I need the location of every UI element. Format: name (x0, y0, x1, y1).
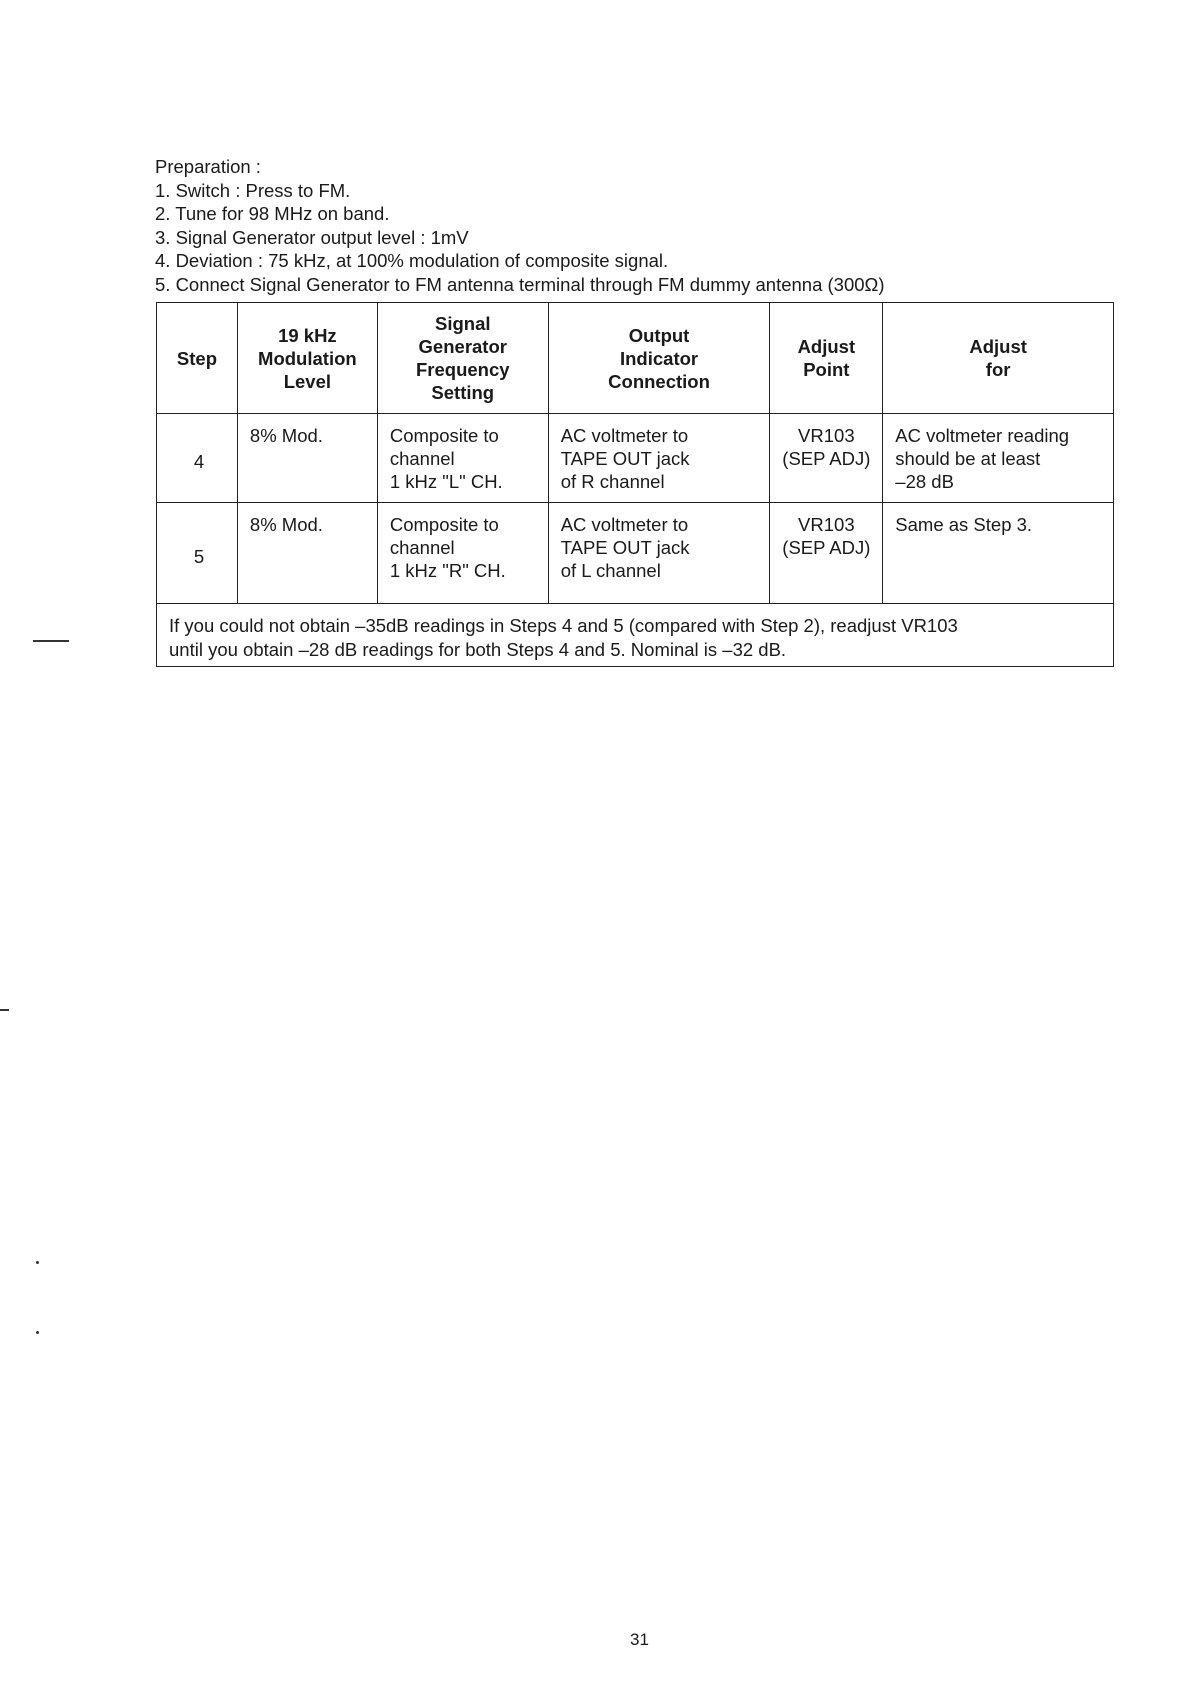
preparation-section (155, 155, 885, 297)
preparation-heading: Preparation : (155, 156, 261, 177)
table-note-row (157, 604, 1114, 667)
cell-adjust-for: AC voltmeter reading should be at least –28 dB (883, 414, 1114, 503)
header-adjust-for: Adjust for (883, 303, 1114, 414)
cell-modulation: 8% Mod. (237, 503, 377, 604)
cell-adjust-point: VR103 (SEP ADJ) (770, 414, 883, 503)
preparation-step: 5. Connect Signal Generator to FM antenna terminal through FM dummy antenna (300Ω) (155, 273, 885, 295)
table-header-row (157, 303, 1114, 414)
header-frequency-setting: Signal Generator Frequency Setting (377, 303, 548, 414)
preparation-step: 3. Signal Generator output level : 1mV (155, 226, 469, 248)
header-output-connection: Output Indicator Connection (548, 303, 770, 414)
cell-output: AC voltmeter to TAPE OUT jack of R channel (548, 414, 770, 503)
table-row (157, 503, 1114, 604)
preparation-step: 2. Tune for 98 MHz on band. (155, 203, 390, 225)
header-modulation-level: 19 kHz Modulation Level (237, 303, 377, 414)
margin-dot (36, 1331, 39, 1334)
margin-dot (36, 1261, 39, 1264)
margin-mark (33, 640, 69, 642)
preparation-step: 1. Switch : Press to FM. (155, 179, 351, 201)
page-number: 31 (630, 1630, 649, 1649)
margin-mark (0, 1009, 9, 1011)
table-row (157, 414, 1114, 503)
cell-step: 4 (157, 414, 238, 503)
cell-adjust-point: VR103 (SEP ADJ) (770, 503, 883, 604)
header-step: Step (157, 303, 238, 414)
adjustment-table (156, 302, 1114, 667)
cell-output: AC voltmeter to TAPE OUT jack of L channel (548, 503, 770, 604)
cell-step: 5 (157, 503, 238, 604)
preparation-step: 4. Deviation : 75 kHz, at 100% modulation of composite signal. (155, 250, 669, 272)
header-adjust-point: Adjust Point (770, 303, 883, 414)
cell-adjust-for: Same as Step 3. (883, 503, 1114, 604)
cell-modulation: 8% Mod. (237, 414, 377, 503)
cell-frequency: Composite to channel 1 kHz "L" CH. (377, 414, 548, 503)
cell-frequency: Composite to channel 1 kHz "R" CH. (377, 503, 548, 604)
table-note: If you could not obtain –35dB readings in Steps 4 and 5 (compared with Step 2), readjust VR103 until you obtain –28 dB readings for both Steps 4 and 5. Nominal is –32 dB. (157, 604, 1114, 667)
